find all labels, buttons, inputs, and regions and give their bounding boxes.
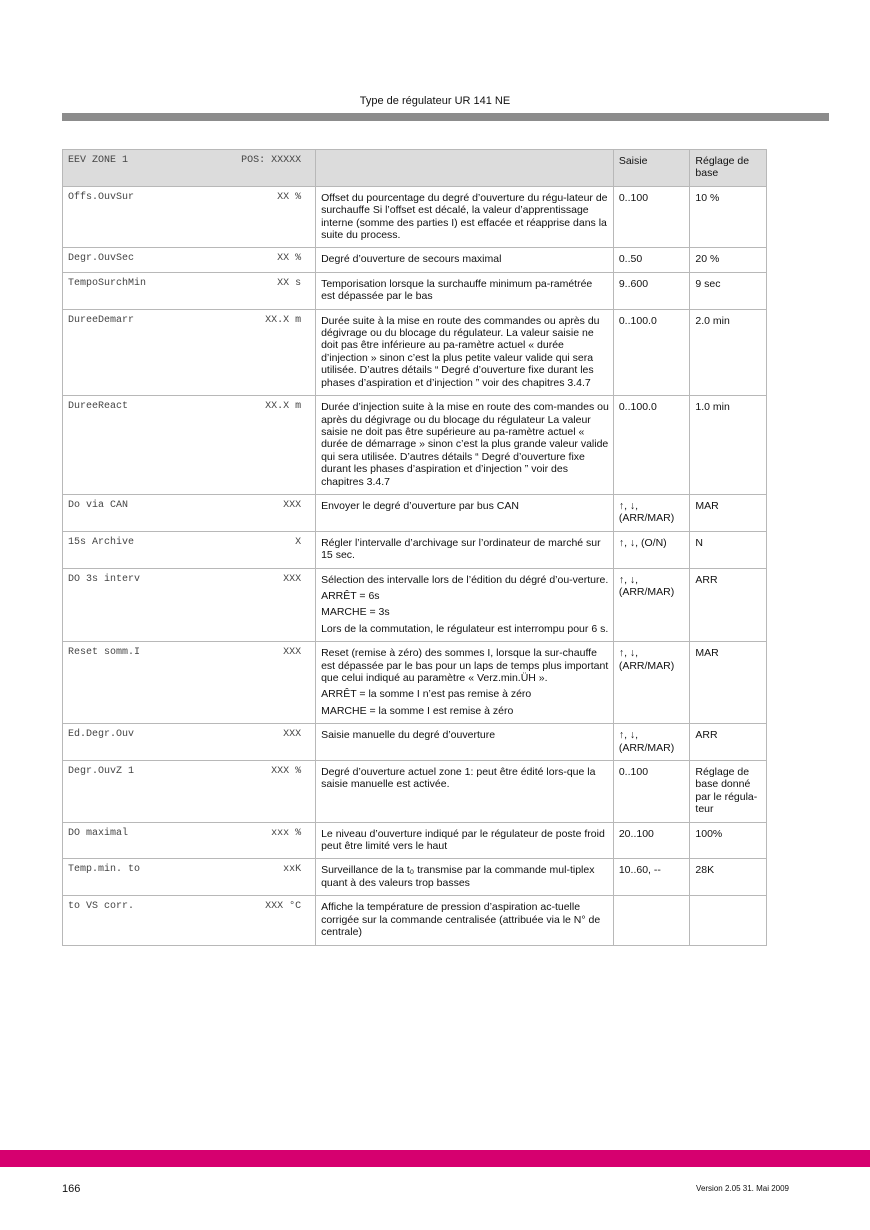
description-paragraph: Le niveau d’ouverture indiqué par le régulateur de poste froid peut être limité vers le haut (321, 827, 605, 853)
description-paragraph: ARRÊT = la somme I n’est pas remise à zéro (321, 688, 532, 701)
page-number: 166 (62, 1183, 81, 1195)
param-name: Degr.OuvZ 1 (68, 766, 135, 778)
description-paragraph: Envoyer le degré d’ouverture par bus CAN (321, 499, 519, 512)
param-name: to VS corr. (68, 901, 135, 913)
description-cell (316, 272, 614, 309)
param-name: DO maximal (68, 827, 129, 839)
table-row (63, 642, 767, 724)
description-paragraph: Surveillance de la t₀ transmise par la commande mul-tiplex quant à des valeurs trop basses (321, 864, 595, 889)
description-paragraph: Temporisation lorsque la surchauffe minimum pa-ramétrée est dépassée par le bas (321, 277, 593, 303)
input-range-cell: 20..100 (613, 822, 690, 859)
header-divider-bar (62, 113, 829, 121)
input-range-cell: ↑, ↓, (ARR/MAR) (613, 642, 690, 724)
param-name: DureeDemarr (68, 314, 135, 326)
param-cell (63, 494, 316, 531)
param-cell (63, 568, 316, 642)
description-paragraph: Affiche la température de pression d’aspiration ac-tuelle corrigée sur la commande centralisée (attribuée via le N° de centrale) (321, 901, 601, 939)
description-cell (316, 724, 614, 761)
param-unit: XX % (277, 253, 302, 265)
param-cell (63, 761, 316, 823)
description-cell (316, 531, 614, 568)
default-value-cell: Réglage de base donné par le régula-teur (690, 761, 767, 823)
input-range-cell: 9..600 (613, 272, 690, 309)
parameter-table (62, 149, 767, 946)
default-value-cell: 20 % (690, 248, 767, 272)
param-unit: XXX (283, 729, 302, 741)
param-name: Ed.Degr.Ouv (68, 729, 135, 741)
param-cell (63, 896, 316, 945)
input-range-cell: ↑, ↓, (O/N) (613, 531, 690, 568)
description-paragraph: MARCHE = la somme I est remise à zéro (321, 704, 514, 717)
param-unit: xxK (283, 864, 302, 876)
param-name: 15s Archive (68, 536, 135, 548)
param-unit: xxx % (271, 827, 302, 839)
default-value-cell (690, 896, 767, 945)
description-paragraph: Degré d’ouverture actuel zone 1: peut être édité lors-que la saisie manuelle est activée. (321, 766, 596, 791)
param-cell (63, 859, 316, 896)
param-name: Reset somm.I (68, 647, 141, 659)
default-value-cell: 28K (690, 859, 767, 896)
param-name: Temp.min. to (68, 864, 141, 876)
description-paragraph: Degré d’ouverture de secours maximal (321, 253, 502, 266)
param-unit: XXX (283, 499, 302, 511)
default-value-cell: MAR (690, 642, 767, 724)
table-row (63, 896, 767, 945)
description-paragraph: Sélection des intervalle lors de l’édition du dégré d’ou-verture. (321, 573, 609, 586)
input-range-cell: 0..100 (613, 186, 690, 248)
table-row (63, 761, 767, 823)
default-value-cell: 1.0 min (690, 396, 767, 495)
param-unit: XXX (283, 573, 302, 585)
param-unit: X (295, 536, 302, 548)
param-cell (63, 186, 316, 248)
input-range-cell: 0..100 (613, 761, 690, 823)
table-row (63, 568, 767, 642)
param-unit: XX.X m (265, 314, 302, 326)
footer-accent-bar (0, 1150, 870, 1167)
table-row (63, 396, 767, 495)
param-cell (63, 724, 316, 761)
input-range-cell: 0..50 (613, 248, 690, 272)
default-value-cell: MAR (690, 494, 767, 531)
header-pos-label: POS: XXXXX (241, 155, 302, 166)
description-cell (316, 822, 614, 859)
input-range-cell: 10..60, -- (613, 859, 690, 896)
table-row (63, 724, 767, 761)
param-cell (63, 822, 316, 859)
default-value-cell: ARR (690, 724, 767, 761)
page-header-title: Type de régulateur UR 141 NE (359, 95, 511, 107)
description-cell (316, 309, 614, 395)
default-value-cell: 9 sec (690, 272, 767, 309)
table-row (63, 248, 767, 272)
description-cell (316, 896, 614, 945)
header-param-cell (63, 150, 316, 187)
param-cell (63, 531, 316, 568)
description-cell (316, 494, 614, 531)
param-name: Offs.OuvSur (68, 191, 135, 203)
version-date: Version 2.05 31. Mai 2009 (696, 1184, 789, 1193)
description-paragraph: MARCHE = 3s (321, 606, 390, 619)
description-paragraph: ARRÊT = 6s (321, 589, 380, 602)
description-cell (316, 568, 614, 642)
default-value-cell: 100% (690, 822, 767, 859)
header-default-cell: Réglage de base (690, 150, 767, 187)
param-name: TempoSurchMin (68, 277, 147, 289)
description-cell (316, 859, 614, 896)
param-cell (63, 309, 316, 395)
default-value-cell: N (690, 531, 767, 568)
table-row (63, 859, 767, 896)
description-paragraph: Saisie manuelle du degré d’ouverture (321, 729, 496, 742)
description-paragraph: Lors de la commutation, le régulateur est interrompu pour 6 s. (321, 622, 609, 635)
param-unit: XX.X m (265, 401, 302, 413)
header-desc-cell (316, 150, 614, 187)
header-input-cell: Saisie (613, 150, 690, 187)
input-range-cell: ↑, ↓, (ARR/MAR) (613, 724, 690, 761)
description-paragraph: Offset du pourcentage du degré d’ouverture du régu-lateur de surchauffe Si l’offset est décalé, la valeur d’apprentissage interne (somme des parties I) est effacée et réapprise dans la suite du process. (321, 191, 608, 242)
param-unit: XXX (283, 647, 302, 659)
header-zone-label: EEV ZONE 1 (68, 155, 129, 166)
param-name: DO 3s interv (68, 573, 141, 585)
param-cell (63, 396, 316, 495)
default-value-cell: 2.0 min (690, 309, 767, 395)
param-name: Degr.OuvSec (68, 253, 135, 265)
param-cell (63, 642, 316, 724)
table-header-row (63, 150, 767, 187)
param-unit: XX % (277, 191, 302, 203)
param-unit: XX s (277, 277, 302, 289)
description-cell (316, 248, 614, 272)
description-cell (316, 396, 614, 495)
description-cell (316, 642, 614, 724)
description-cell (316, 761, 614, 823)
table-row (63, 494, 767, 531)
param-unit: XXX °C (265, 901, 302, 913)
description-paragraph: Durée suite à la mise en route des commandes ou après du dégivrage ou du blocage du régulateur. La valeur saisie ne doit pas être inférieure au pa-ramètre actuel « durée d’injection » sinon c’est la plus petite valeur valide qui sera utilisée. D’autres détails “ Degré d’ouverture fixe durant les phases d’aspiration et d’injection ” voir des chapitres 3.4.7 (321, 314, 600, 389)
input-range-cell: ↑, ↓, (ARR/MAR) (613, 568, 690, 642)
input-range-cell (613, 896, 690, 945)
param-cell (63, 272, 316, 309)
table-row (63, 531, 767, 568)
param-name: DureeReact (68, 401, 129, 413)
input-range-cell: ↑, ↓, (ARR/MAR) (613, 494, 690, 531)
table-row (63, 822, 767, 859)
description-paragraph: Reset (remise à zéro) des sommes I, lorsque la sur-chauffe est dépassée par le bas pour un laps de temps plus important que celui indiqué au paramètre « Verz.min.ÜH ». (321, 647, 609, 684)
table-row (63, 309, 767, 395)
default-value-cell: 10 % (690, 186, 767, 248)
param-unit: XXX % (271, 766, 302, 778)
default-value-cell: ARR (690, 568, 767, 642)
description-paragraph: Régler l’intervalle d’archivage sur l’ordinateur de marché sur 15 sec. (321, 536, 601, 562)
table-row (63, 186, 767, 248)
param-name: Do via CAN (68, 499, 129, 511)
param-cell (63, 248, 316, 272)
description-paragraph: Durée d’injection suite à la mise en route des com-mandes ou après du dégivrage ou du blocage du régulateur La valeur saisie ne doit pas être supérieure au pa-ramètre actuel « durée de démarrage » sinon c’est la plus grande valeur valide qui sera utilisée. D’autres détails “ Degré d’ouverture fixe durant les phases d’aspiration et d’injection ” voir des chapitres 3.4.7 (321, 401, 609, 488)
input-range-cell: 0..100.0 (613, 396, 690, 495)
input-range-cell: 0..100.0 (613, 309, 690, 395)
description-cell (316, 186, 614, 248)
table-row (63, 272, 767, 309)
